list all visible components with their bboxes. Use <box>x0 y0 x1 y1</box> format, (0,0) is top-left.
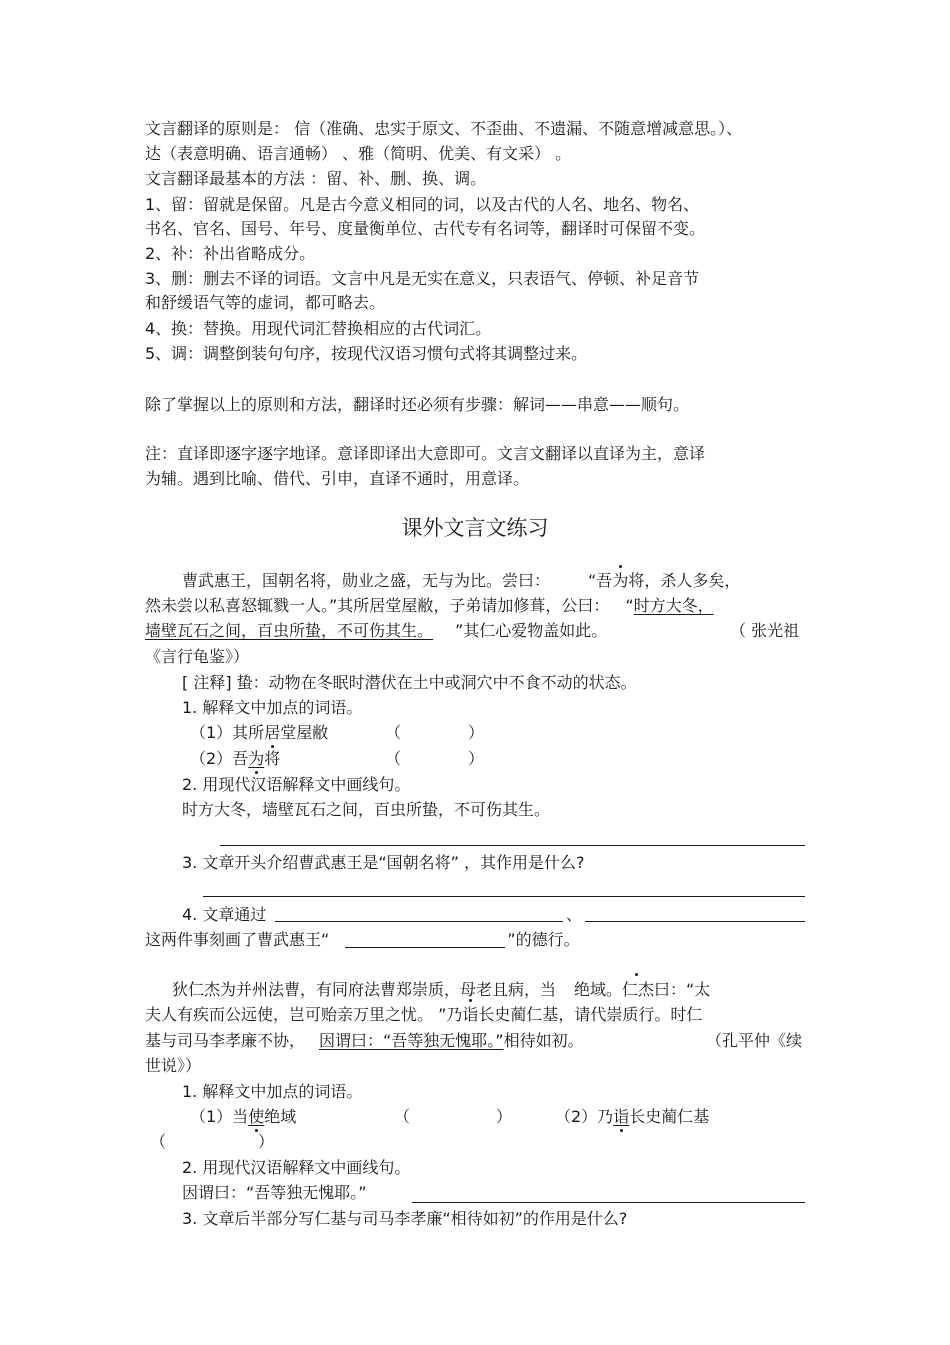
passage1-text: 将，杀人多矣， <box>628 571 741 590</box>
passage1-text: 堂屋敝，子弟请加修葺，公曰： <box>385 596 610 615</box>
passage2-question-3: 3. 文章后半部分写仁基与司马李孝廉“相待如初”的作用是什么? <box>182 1209 628 1228</box>
answer-close-paren: ） <box>496 1107 513 1126</box>
passage1-text: 然未尝以私喜怒辄戮一人。”其所 <box>145 596 370 615</box>
passage2-q1-item-2 <box>555 1106 709 1128</box>
answer-close-paren: ） <box>258 1132 275 1151</box>
note-line-1: 注：直译即逐字逐字地译。意译即译出大意即可。文言文翻译以直译为主，意译 <box>145 444 706 463</box>
passage2-text: 相待如初。 <box>503 1031 584 1050</box>
q1-item-text: （1）当 <box>190 1107 249 1126</box>
steps-line: 除了掌握以上的原则和方法，翻译时还必须有步骤：解词——串意——顺句。 <box>145 395 690 414</box>
underlined-sentence: 因谓曰：“吾等独无愧耶。” <box>319 1031 504 1050</box>
passage1-source-author: （ 张光祖 <box>730 621 800 640</box>
passage1-text: “ <box>625 596 634 615</box>
method-1-line-2: 书名、官名、国号、年号、度量衡单位、古代专有名词等，翻译时可保留不变。 <box>145 219 706 238</box>
method-4-line: 4、换：替换。用现代词汇替换相应的古代词汇。 <box>145 319 492 338</box>
dotted-word-yi: 诣 <box>462 1005 479 1024</box>
passage1-line-3 <box>145 620 607 642</box>
passage1-q1-item-2 <box>190 748 280 770</box>
passage1-q1-item-1 <box>190 722 328 744</box>
passage2-line-2 <box>145 1004 702 1026</box>
q4-text: 这两件事刻画了曹武惠王“ <box>145 930 330 949</box>
dotted-word-ju-q: 居 <box>264 723 281 742</box>
answer-open-paren: （ <box>385 749 402 768</box>
passage2-q1-item-1 <box>190 1106 296 1128</box>
passage1-question-3: 3. 文章开头介绍曹武惠王是“国朝名将” ，其作用是什么? <box>182 853 585 872</box>
method-2-line: 2、补：补出省略成分。 <box>145 244 316 263</box>
answer-line[interactable] <box>220 845 805 846</box>
method-3-line-2: 和舒缓语气等的虚词，都可略去。 <box>145 293 386 312</box>
passage2-source-cont: 世说》） <box>145 1056 202 1075</box>
section-title: 课外文言文练习 <box>401 516 549 540</box>
passage2-text: 夫人有疾而公远使，岂可贻亲万里之忧。 ”乃 <box>145 1005 463 1024</box>
answer-open-paren: （ <box>150 1132 167 1151</box>
passage1-q2-sentence: 时方大冬，墙壁瓦石之间，百虫所蛰，不可伤其生。 <box>182 800 551 819</box>
passage1-line-2 <box>145 595 714 617</box>
passage1-source-book: 《言行龟鉴》） <box>145 647 250 666</box>
passage2-source: （孔平仲《续 <box>706 1031 803 1050</box>
q4-text: ”的德行。 <box>507 930 580 949</box>
dotted-word-shi-q: 使 <box>248 1107 265 1126</box>
answer-open-paren: （ <box>394 1107 411 1126</box>
answer-open-paren: （ <box>385 723 402 742</box>
note-line-2: 为辅。遇到比喻、借代、引申，直译不通时，用意译。 <box>145 469 530 488</box>
answer-close-paren: ） <box>468 723 485 742</box>
passage1-line-1 <box>182 570 740 592</box>
passage2-text: 绝域。仁杰曰：“太 <box>574 980 711 999</box>
underlined-sentence-part-1: 时方大冬， <box>633 596 714 615</box>
passage2-text: 基与司马李孝廉不协， <box>145 1031 306 1050</box>
answer-line[interactable] <box>203 896 805 897</box>
dotted-word-ju: 居 <box>369 596 386 615</box>
q1-item-text: 将 <box>264 749 281 768</box>
principles-line-1: 文言翻译的原则是： 信（准确、忠实于原文、不歪曲、不遗漏、不随意增减意思。）、 <box>145 119 743 138</box>
passage2-line-1 <box>172 979 710 1001</box>
q4-separator: 、 <box>566 905 583 924</box>
passage1-question-2: 2. 用现代汉语解释文中画线句。 <box>182 775 411 794</box>
passage2-question-1: 1. 解释文中加点的词语。 <box>182 1082 363 1101</box>
q1-item-text: 长史蔺仁基 <box>629 1107 710 1126</box>
dotted-word-yi-q: 诣 <box>613 1107 630 1126</box>
method-5-line: 5、调：调整倒装句句序，按现代汉语习惯句式将其调整过来。 <box>145 344 588 363</box>
passage1-question-4-cont <box>145 929 580 951</box>
underlined-sentence-part-2: 墙壁瓦石之间，百虫所蛰，不可伤其生。 <box>145 621 434 640</box>
q1-item-text: （2）吾 <box>190 749 249 768</box>
answer-blank-1[interactable] <box>275 921 563 922</box>
answer-close-paren: ） <box>468 749 485 768</box>
answer-blank-2[interactable] <box>585 921 805 922</box>
passage2-q2-sentence: 因谓曰：“吾等独无愧耶。” <box>182 1183 367 1202</box>
methods-line: 文言翻译最基本的方法 ：留、补、删、换、调。 <box>145 169 487 188</box>
answer-line[interactable] <box>412 1202 805 1203</box>
passage2-text: 狄仁杰为并州法曹，有同府法曹郑崇质，母老且病，当 <box>172 980 557 999</box>
method-3-line-1: 3、删：删去不译的词语。文言中凡是无实在意义，只表语气、停顿、补足音节 <box>145 269 700 288</box>
answer-blank-3[interactable] <box>345 931 505 948</box>
q1-item-text: （1）其所 <box>190 723 265 742</box>
method-1-line-1: 1、留：留就是保留。凡是古今意义相同的词，以及古代的人名、地名、物名、 <box>145 195 700 214</box>
passage1-text: 曹武惠王，国朝名将，勋业之盛，无与为比。尝曰： <box>182 571 551 590</box>
q1-item-text: （2）乃 <box>555 1107 614 1126</box>
passage2-text: 长史蔺仁基，请代崇质行。时仁 <box>478 1005 703 1024</box>
passage2-question-2: 2. 用现代汉语解释文中画线句。 <box>182 1158 411 1177</box>
q1-item-text: 绝域 <box>264 1107 297 1126</box>
q4-text: 4. 文章通过 <box>182 905 267 924</box>
passage1-gloss: [ 注释] 蛰：动物在冬眠时潜伏在土中或洞穴中不食不动的状态。 <box>182 673 637 692</box>
passage1-text: ”其仁心爱物盖如此。 <box>455 621 608 640</box>
passage1-text: “吾 <box>588 571 613 590</box>
dotted-word-wei-q: 为 <box>248 749 265 768</box>
q1-item-text: 堂屋敝 <box>280 723 329 742</box>
passage1-question-4 <box>182 904 266 926</box>
passage2-line-3 <box>145 1030 584 1052</box>
dotted-word-wei: 为 <box>612 571 629 590</box>
passage1-question-1: 1. 解释文中加点的词语。 <box>182 698 363 717</box>
emphasis-dot <box>635 973 638 976</box>
principles-line-2: 达（表意明确、语言通畅） 、雅（简明、优美、有文采） 。 <box>145 144 572 163</box>
